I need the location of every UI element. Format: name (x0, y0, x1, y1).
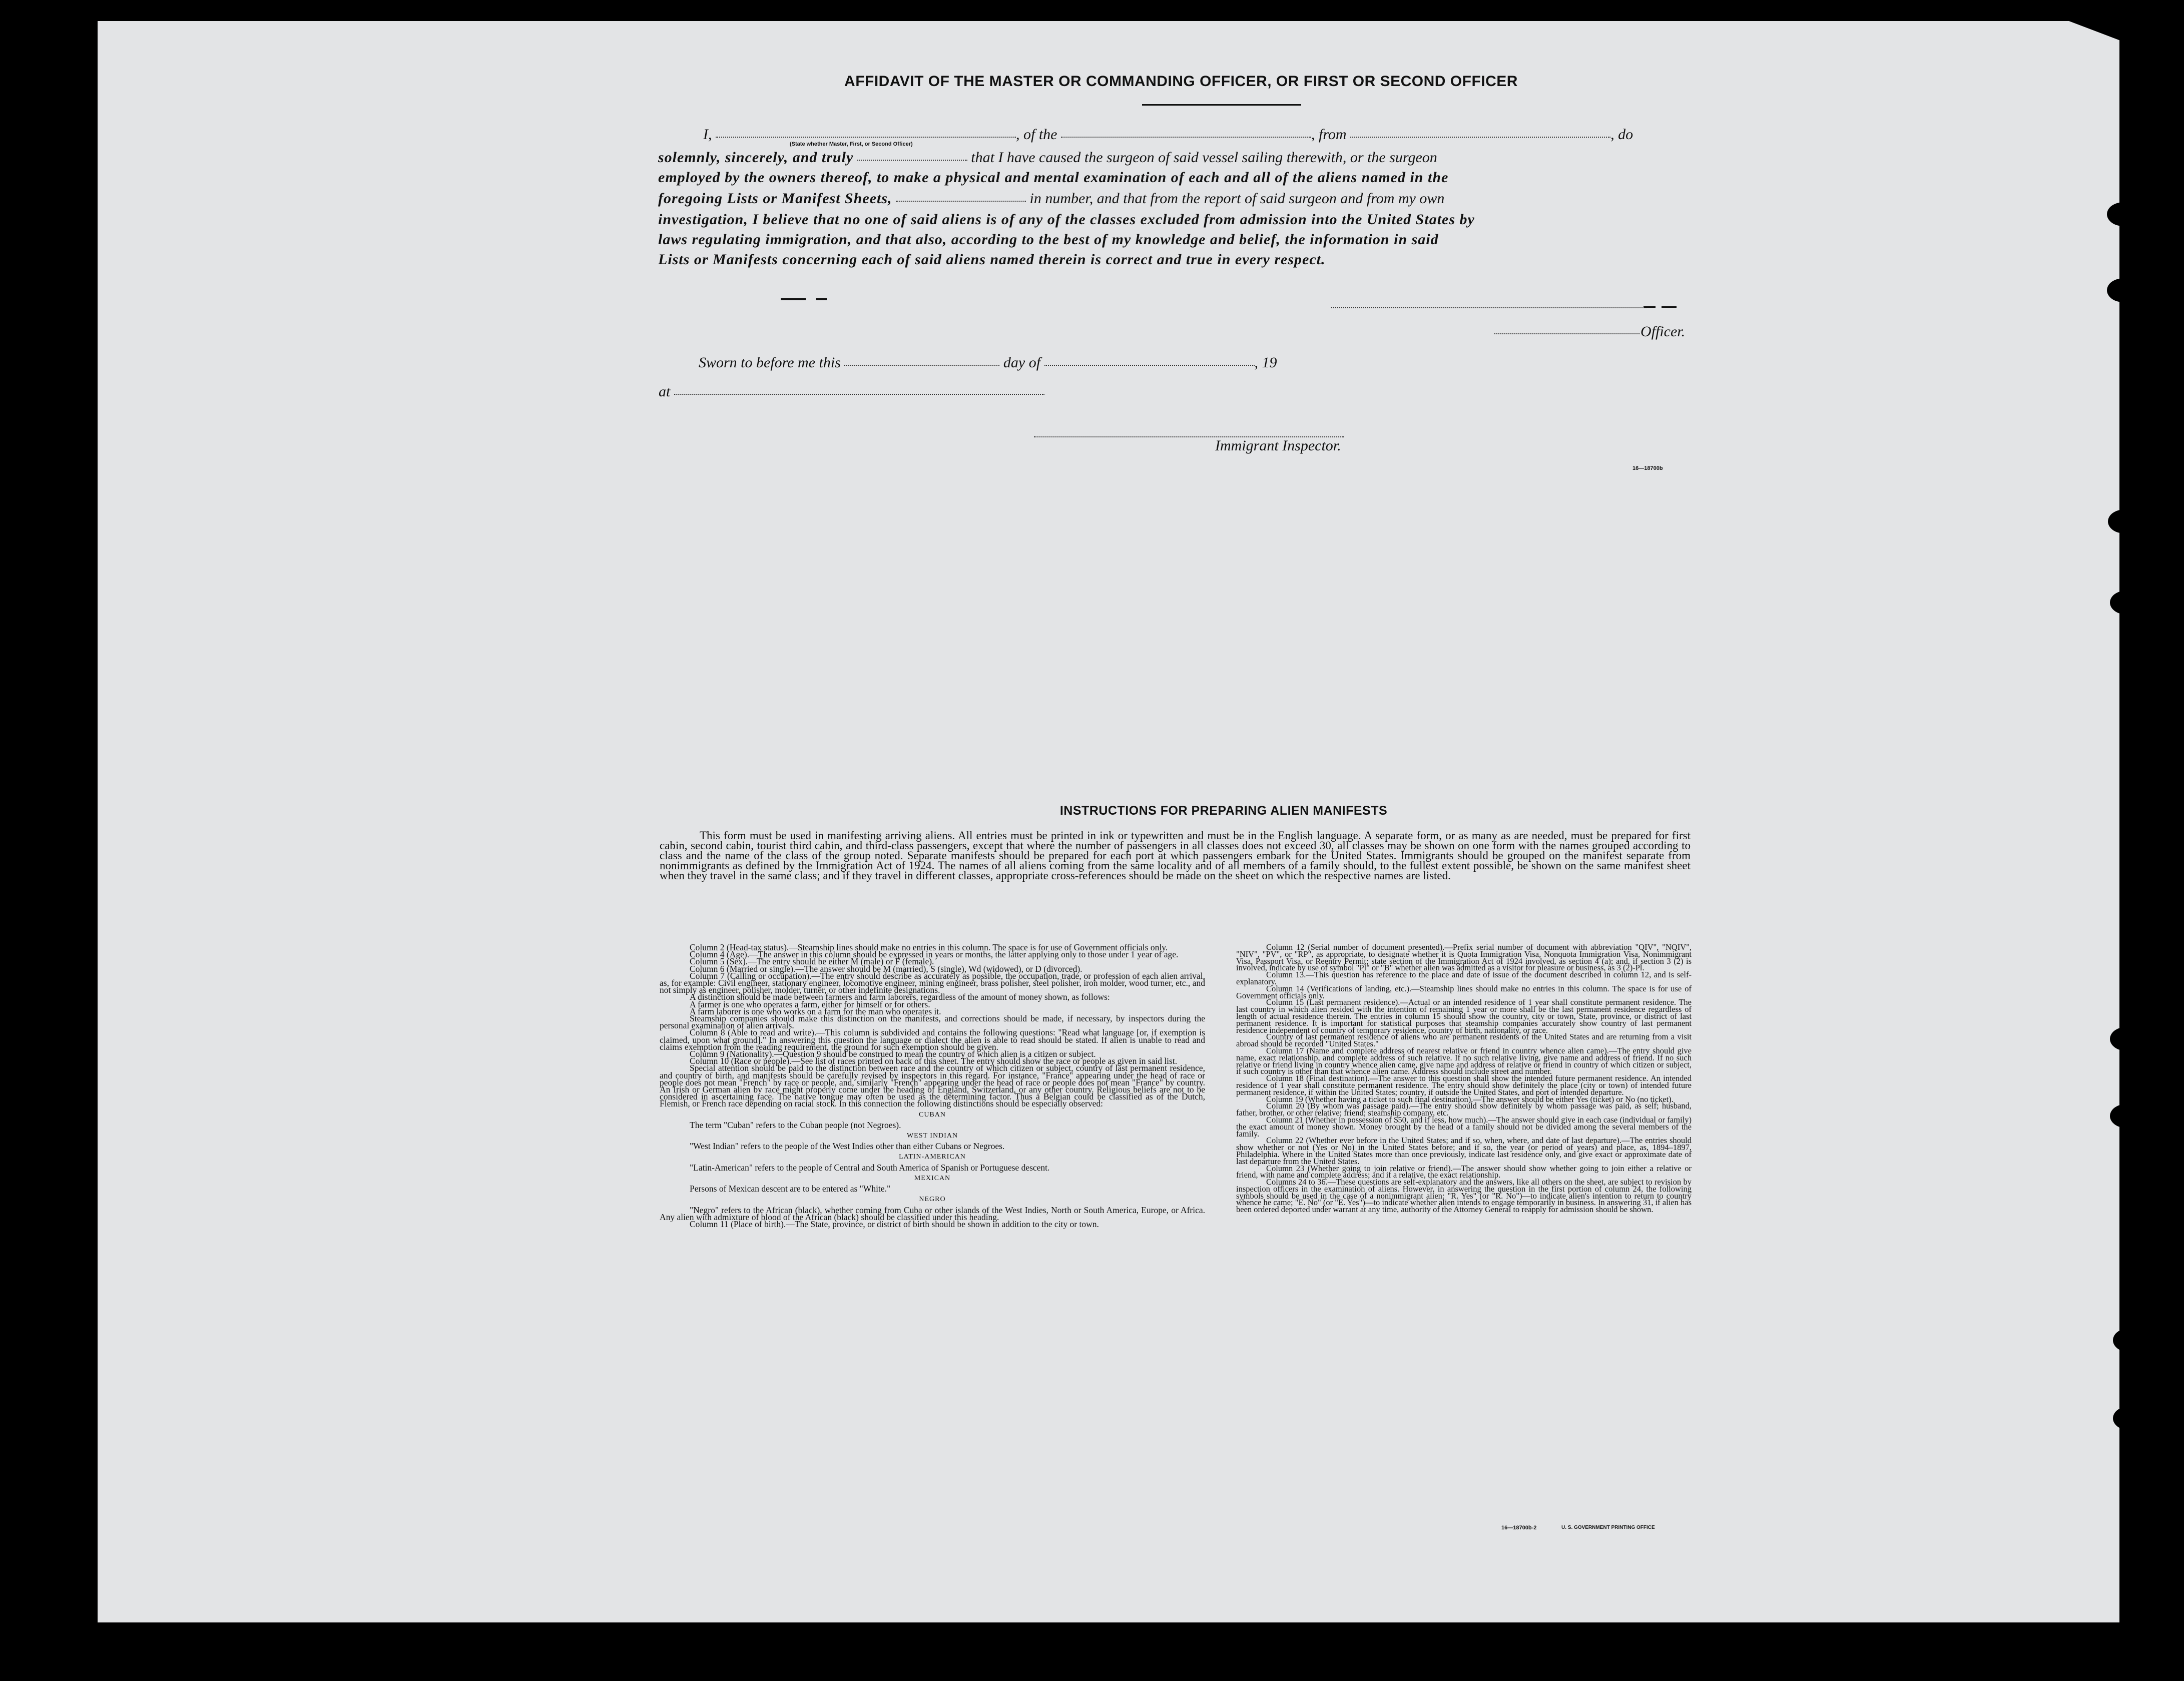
column-8-note: Column 8 (Able to read and write).—This column is subdivided and contains the following questions: "Read what language [or, if exemption is claimed, upon what ground]." In answering this question the language or dialect the alien is able to read should be stated. If alien is unable to read and claims exemption from the reading requirement, the ground for such exemption should be given. (660, 1027, 1205, 1052)
instructions-right-column (1236, 944, 1692, 1213)
column-4-note: Column 4 (Age).—The answer in this column should be expressed in years or months, the latter applying only to those under 1 year of age. (690, 949, 1179, 960)
affidavit-line-7: Lists or Manifests concerning each of said aliens named therein is correct and true in every respect. (658, 251, 1326, 268)
instructions-intro: This form must be used in manifesting arriving aliens. All entries must be printed in ink or typewritten and must be in the English language. A separate form, or as many as are needed, must be prepared for first cabin, second cabin, tourist third cabin, and third-class passengers, except that where the number of passengers in all classes does not exceed 30, all classes may be shown on one form with the names grouped according to class and the name of the class of the group noted. Separate manifests should be prepared for each port at which passengers embark for the United States. Immigrants should be grouped on the manifest separate from nonimmigrants as defined by the Immigration Act of 1924. The names of all aliens coming from the same locality and of all members of a family should, to the fullest extent possible, be shown on the same manifest sheet when they travel in the same class; and if they travel in different classes, appropriate cross-references should be made on the sheet on which the respective names are listed. (660, 829, 1691, 882)
rank-note: (State whether Master, First, or Second Officer) (790, 141, 913, 147)
column-19-note: Column 19 (Whether having a ticket to such final destination).—The answer should be either Yes (ticket) or No (no ticket). (1266, 1094, 1674, 1104)
punch-hole (2110, 1027, 2143, 1051)
sworn-place-field[interactable] (674, 391, 1044, 395)
column-12-note: Column 12 (Serial number of document presented).—Prefix serial number of document with abbreviation "QIV", "NQIV", "NIV", "PV", or "RP", as appropriate, to designate whether it is Quota Immigration Visa, Nonquota Immigration Visa, Nonimmigrant Visa, Passport Visa, or Reentry Permit; state section of the Immigration Act of 1924 involved, as section 4 (a); and, if section 3 (2) is involved, indicate by use of symbol "Pl" or "B" whether alien was admitted as a visitor for pleasure or business, as 3 (2)-Pl. (1236, 942, 1692, 973)
column-20-note: Column 20 (By whom was passage paid).—The entry should show definitely by whom passage was paid, as self; husband, father, brother, or other relative; friend; steamship company, etc. (1236, 1101, 1692, 1118)
affidavit-line-1: I, , of the , from , do (703, 126, 1633, 143)
column-10-note: Column 10 (Race or people).—See list of races printed on back of this sheet. The entry should show the race or people as given in said list. (690, 1056, 1178, 1066)
text-negro: "Negro" refers to the African (black), whether coming from Cuba or other islands of the West Indies, North or South America, Europe, or Africa. Any alien with admixture of blood of the African (black) should be classified under this heading. (660, 1205, 1205, 1222)
punch-hole (2120, 219, 2140, 239)
column-14-note: Column 14 (Verifications of landing, etc.).—Steamship lines should make no entries in this column. The space is for use of Government officials only. (1236, 983, 1692, 1000)
instructions-title: INSTRUCTIONS FOR PREPARING ALIEN MANIFESTS (1059, 804, 1388, 818)
punch-hole (2113, 1406, 2146, 1430)
at-label: at (659, 383, 1044, 400)
column-13-note: Column 13.—This question has reference to the place and date of issue of the document described in column 12, and is self-explanatory. (1236, 970, 1692, 986)
column-7-note: Column 7 (Calling or occupation).—The entry should describe as accurately as possible, the occupation, trade, or profession of each alien arrival, as, for example: Civil engineer, stationary engineer, locomotive engineer, mining engineer, brass polisher, steel polisher, iron molder, wood turner, etc., and not simply as engineer, polisher, molder, turner, or other indefinite designations. (660, 970, 1205, 995)
text-west-indian: "West Indian" refers to the people of the West Indies other than either Cubans or Negroes. (690, 1141, 1005, 1152)
race-attention-note: Special attention should be paid to the distinction between race and the country of which citizen or subject, country of last permanent residence, and country of birth, and manifests should be carefully revised by inspectors in this regard. For instance, "France" appearing under the head of race or people does not mean "French" by race or people, and, similarly "French" appearing under the head of race or people does not mean "France" by country. An Irish or German alien by race might properly come under the heading of England, Switzerland, or any other country. Religious beliefs are not to be considered in ascertaining race. The native tongue may often be used as the determining factor. Thus a Belgian could be classified as of the Dutch, Flemish, or French race depending on racial stock. In this connection the following distinctions should be especially observed: (660, 1063, 1205, 1109)
vessel-name-field[interactable] (1061, 134, 1311, 138)
sworn-month-field[interactable] (1044, 362, 1255, 366)
instructions-left-column (660, 944, 1205, 1228)
heading-latin-american: LATIN-AMERICAN (899, 1153, 966, 1161)
stray-mark (1662, 306, 1677, 308)
officer-signature-line[interactable] (1494, 330, 1640, 334)
affidavit-line-4: foregoing Lists or Manifest Sheets, in number, and that from the report of said surgeon and from my own (658, 190, 1445, 207)
stray-mark (1644, 306, 1656, 308)
officer-label: Officer. (1641, 323, 1686, 340)
text-latin-american: "Latin-American" refers to the people of Central and South America of Spanish or Portuguese descent. (690, 1162, 1050, 1173)
column-15-note: Column 15 (Last permanent residence).—Actual or an intended residence of 1 year shall constitute permanent residence. The last country in which alien resided with the intention of remaining 1 year or more shall be the last permanent residence regardless of length of actual residence therein. The entries in column 15 should show the country, city or town, State, province, or district of last permanent residence. It is important for statistical purposes that steamship companies accurately show country of last permanent residence independent of country of temporary residence, country of birth, nationality, or race. (1236, 997, 1692, 1035)
affidavit-line-2: solemnly, sincerely, and truly that I have caused the surgeon of said vessel sailing therewith, or the surgeon (658, 149, 1437, 166)
inspector-signature-line[interactable] (1034, 433, 1344, 437)
farm-laborer-definition: A farm laborer is one who works on a farm for the man who operates it. (690, 1006, 941, 1016)
punch-hole (2122, 519, 2144, 537)
punch-hole (2120, 295, 2140, 315)
departure-port-field[interactable] (1350, 134, 1610, 138)
text-cuban: The term "Cuban" refers to the Cuban people (not Negroes). (690, 1119, 901, 1130)
column-17-note: Column 17 (Name and complete address of nearest relative or friend in country whence alien came).—The entry should give name, exact relationship, and complete address of such relative. If no such relative living, give name and address of friend. If no such relative or friend living in country whence alien came, give name and address of relative or friend in country of which citizen or subject, if such country is other than that whence alien came. Address should include street and number. (1236, 1045, 1692, 1076)
column-2-note: Column 2 (Head-tax status).—Steamship lines should make no entries in this column. The space is for use of Government officials only. (690, 942, 1168, 952)
affidavit-line-6: laws regulating immigration, and that also, according to the best of my knowledge and belief, the information in said (658, 231, 1439, 248)
stray-mark (781, 298, 806, 300)
columns-24-36-note: Columns 24 to 36.—These questions are self-explanatory and the answers, like all others on the sheet, are subject to revision by inspection officers in the examination of aliens. However, in answering the question in the first portion of column 24, the following symbols should be used in the case of a nonimmigrant alien: "R. Yes" (or "R. No")—to indicate alien's intention to return to country whence he came; "E. No" (or "E. Yes")—to indicate whether alien intends to engage temporarily in business. In answering 31, if alien has been ordered deported under warrant at any time, authority of the Attorney General to reapply for admission should be shown. (1236, 1177, 1692, 1215)
heading-west-indian: WEST INDIAN (906, 1132, 958, 1140)
punch-hole (2110, 1104, 2143, 1128)
affidavit-title: AFFIDAVIT OF THE MASTER OR COMMANDING OFFICER, OR FIRST OR SECOND OFFICER (844, 73, 1518, 90)
stray-mark (816, 298, 827, 300)
title-underline (1142, 104, 1301, 106)
heading-negro: NEGRO (919, 1196, 946, 1204)
footer-printing-office: U. S. GOVERNMENT PRINTING OFFICE (1561, 1525, 1655, 1530)
punch-hole (2113, 1328, 2146, 1352)
affidavit-line-3: employed by the owners thereof, to make a physical and mental examination of each and all of the aliens named in the (658, 169, 1449, 186)
sworn-day-field[interactable] (844, 362, 999, 366)
heading-mexican: MEXICAN (914, 1174, 951, 1182)
steamship-distinction: Steamship companies should make this distinction on the manifests, and corrections should be made, if necessary, by inspectors during the personal examination of alien arrivals. (660, 1013, 1205, 1031)
us-residence-note: Country of last permanent residence of aliens who are permanent residents of the United States and are returning from a visit abroad should be recorded "United States." (1236, 1032, 1692, 1049)
signature-line-1[interactable] (1331, 304, 1647, 308)
column-11-note: Column 11 (Place of birth).—The State, province, or district of birth should be shown in addition to the city or town. (690, 1219, 1099, 1229)
column-21-note: Column 21 (Whether in possession of $50, and if less, how much).—The answer should give in each case (individual or family) the exact amount of money shown. Money brought by the head of a family should not be divided among the several members of the family. (1236, 1114, 1692, 1139)
alien-count-field[interactable] (896, 198, 1026, 202)
footer-form-number: 16—18700b-2 (1501, 1525, 1537, 1531)
farmer-definition: A farmer is one who operates a farm, either for himself or for others. (690, 999, 930, 1009)
column-23-note: Column 23 (Whether going to join relative or friend).—The answer should show whether going to join either a relative or friend, with name and complete address; and if a relative, the exact relationship. (1236, 1163, 1692, 1180)
column-9-note: Column 9 (Nationality).—Question 9 should be construed to mean the country of which alien is a citizen or subject. (690, 1049, 1096, 1059)
farmer-distinction: A distinction should be made between farmers and farm laborers, regardless of the amount of money shown, as follows: (690, 992, 1110, 1002)
heading-cuban: CUBAN (918, 1110, 946, 1118)
column-18-note: Column 18 (Final destination).—The answer to this question shall show the intended future permanent residence. An intended residence of 1 year shall constitute permanent residence. The entry should show definitely the place (city or town) of intended future permanent residence, if within the United States; country, if outside the United States, and port of intended departure. (1236, 1073, 1692, 1097)
column-5-note: Column 5 (Sex).—The entry should be either M (male) or F (female). (690, 956, 934, 967)
affidavit-line-5: investigation, I believe that no one of said aliens is of any of the classes excluded from admission into the United States by (658, 211, 1475, 228)
inspector-label: Immigrant Inspector. (1215, 437, 1341, 454)
punch-hole (2110, 591, 2143, 615)
sworn-text: Sworn to before me this day of , 19 (699, 354, 1277, 371)
column-6-note: Column 6 (Married or single).—The answer should be M (married), S (single), Wd (widowed), or D (divorced). (690, 963, 1082, 974)
officer-rank-field[interactable] (716, 134, 1016, 138)
column-22-note: Column 22 (Whether ever before in the United States; and if so, when, where, and date of last departure).—The entries should show whether or not (Yes or No) in the United States before; and if so, the year (or period of years) and place, as, 1894–1897, Philadelphia. Where in the United States more than once previously, indicate last residence only, and give exact or approximate date of last departure from the United States. (1236, 1136, 1692, 1166)
text-mexican: Persons of Mexican descent are to be entered as "White." (690, 1184, 891, 1194)
form-number: 16—18700b (1632, 465, 1663, 471)
blank-field[interactable] (857, 157, 967, 161)
